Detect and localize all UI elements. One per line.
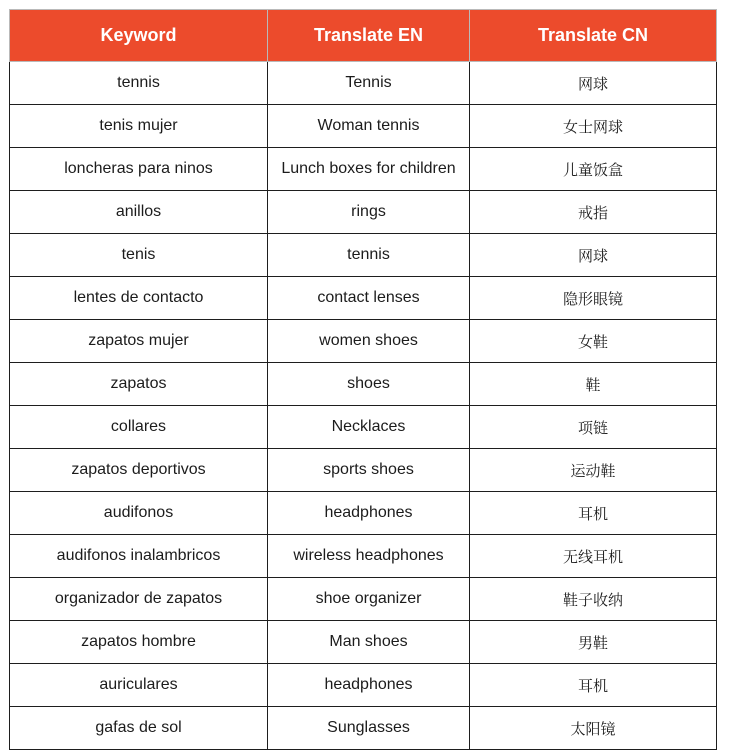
keyword-cell: auriculares <box>10 664 268 707</box>
translate-en-cell: Lunch boxes for children <box>268 148 470 191</box>
translate-en-cell: wireless headphones <box>268 535 470 578</box>
header-translate-en: Translate EN <box>268 10 470 62</box>
keyword-cell: zapatos mujer <box>10 320 268 363</box>
translate-en-cell: Man shoes <box>268 621 470 664</box>
translate-en-cell: rings <box>268 191 470 234</box>
keyword-cell: tennis <box>10 62 268 105</box>
table-row <box>10 234 717 277</box>
translate-cn-cell: 运动鞋 <box>470 449 717 492</box>
table-row <box>10 406 717 449</box>
keyword-cell: organizador de zapatos <box>10 578 268 621</box>
keyword-cell: zapatos deportivos <box>10 449 268 492</box>
translate-cn-cell: 无线耳机 <box>470 535 717 578</box>
translate-en-cell: Tennis <box>268 62 470 105</box>
keyword-cell: audifonos inalambricos <box>10 535 268 578</box>
translate-cn-cell: 鞋 <box>470 363 717 406</box>
translate-cn-cell: 女士网球 <box>470 105 717 148</box>
translate-en-cell: Woman tennis <box>268 105 470 148</box>
keyword-cell: collares <box>10 406 268 449</box>
translate-en-cell: sports shoes <box>268 449 470 492</box>
translate-en-cell: shoe organizer <box>268 578 470 621</box>
table-row <box>10 62 717 105</box>
header-keyword: Keyword <box>10 10 268 62</box>
translate-en-cell: tennis <box>268 234 470 277</box>
translate-cn-cell: 网球 <box>470 62 717 105</box>
keyword-cell: audifonos <box>10 492 268 535</box>
table-row <box>10 191 717 234</box>
header-translate-cn: Translate CN <box>470 10 717 62</box>
translate-cn-cell: 耳机 <box>470 492 717 535</box>
translate-cn-cell: 项链 <box>470 406 717 449</box>
translate-cn-cell: 网球 <box>470 234 717 277</box>
table-row <box>10 105 717 148</box>
table-row <box>10 320 717 363</box>
keyword-translation-table-container <box>9 9 716 750</box>
table-row <box>10 578 717 621</box>
translate-en-cell: headphones <box>268 492 470 535</box>
translate-en-cell: headphones <box>268 664 470 707</box>
keyword-translation-table <box>9 9 717 750</box>
keyword-cell: tenis mujer <box>10 105 268 148</box>
table-row <box>10 664 717 707</box>
translate-en-cell: contact lenses <box>268 277 470 320</box>
keyword-cell: zapatos hombre <box>10 621 268 664</box>
table-row <box>10 449 717 492</box>
table-header <box>10 10 717 62</box>
keyword-cell: anillos <box>10 191 268 234</box>
table-row <box>10 277 717 320</box>
keyword-cell: zapatos <box>10 363 268 406</box>
table-row <box>10 492 717 535</box>
translate-en-cell: Sunglasses <box>268 707 470 750</box>
translate-cn-cell: 儿童饭盒 <box>470 148 717 191</box>
keyword-cell: lentes de contacto <box>10 277 268 320</box>
table-row <box>10 707 717 750</box>
translate-cn-cell: 鞋子收纳 <box>470 578 717 621</box>
translate-en-cell: Necklaces <box>268 406 470 449</box>
translate-en-cell: women shoes <box>268 320 470 363</box>
keyword-cell: loncheras para ninos <box>10 148 268 191</box>
header-row <box>10 10 717 62</box>
table-row <box>10 148 717 191</box>
table-row <box>10 535 717 578</box>
translate-cn-cell: 隐形眼镜 <box>470 277 717 320</box>
keyword-cell: gafas de sol <box>10 707 268 750</box>
translate-cn-cell: 戒指 <box>470 191 717 234</box>
translate-cn-cell: 女鞋 <box>470 320 717 363</box>
translate-cn-cell: 太阳镜 <box>470 707 717 750</box>
translate-cn-cell: 耳机 <box>470 664 717 707</box>
keyword-cell: tenis <box>10 234 268 277</box>
table-body <box>10 62 717 750</box>
translate-cn-cell: 男鞋 <box>470 621 717 664</box>
table-row <box>10 621 717 664</box>
translate-en-cell: shoes <box>268 363 470 406</box>
table-row <box>10 363 717 406</box>
